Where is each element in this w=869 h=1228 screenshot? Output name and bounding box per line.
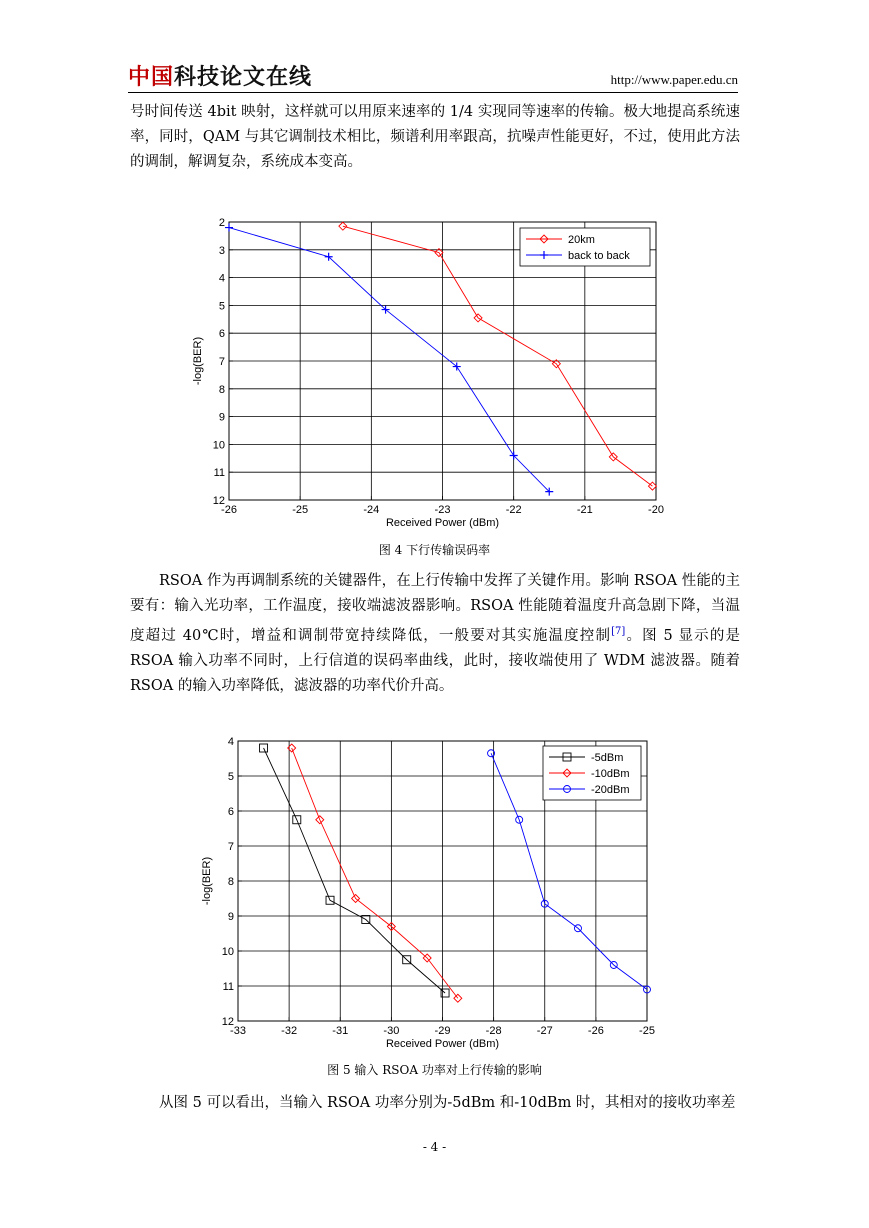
x-tick-label: -31 <box>332 1025 349 1037</box>
x-axis-label: Received Power (dBm) <box>385 517 500 529</box>
y-tick-label: 10 <box>212 439 225 452</box>
x-tick-label: -23 <box>434 504 451 516</box>
legend-label: back to back <box>568 250 630 262</box>
y-tick-label: 8 <box>218 383 225 396</box>
citation-7[interactable]: [7] <box>611 626 626 637</box>
y-tick-label: 7 <box>227 841 234 853</box>
x-tick-label: -21 <box>576 504 593 516</box>
x-tick-label: -24 <box>363 504 380 516</box>
x-tick-label: -29 <box>434 1025 451 1037</box>
y-tick-label: 11 <box>222 981 234 993</box>
y-tick-label: 5 <box>227 771 234 783</box>
x-tick-label: -26 <box>587 1025 604 1037</box>
figure-4-caption: 图 4 下行传输误码率 <box>378 543 491 557</box>
x-tick-label: -20 <box>648 504 664 516</box>
x-tick-label: -25 <box>639 1025 655 1037</box>
x-tick-label: -30 <box>383 1025 400 1037</box>
y-tick-label: 12 <box>212 495 225 507</box>
header-url[interactable]: http://www.paper.edu.cn <box>610 72 738 87</box>
legend-label: 20km <box>568 234 595 246</box>
logo-red-text: 中国 <box>128 65 175 90</box>
paragraph-2-text-a: RSOA 作为再调制系统的关键器件，在上行传输中发挥了关键作用。影响 RSOA 性能的主要有：输入光功率，工作温度，接收端滤波器影响。RSOA 性能随着温度升高急剧下降，当温度超过 40℃时，增益和调制带宽持续降低，一般要对其实施温度控制 <box>130 573 740 644</box>
x-tick-label: -28 <box>485 1025 502 1037</box>
legend-label: -20dBm <box>591 784 630 796</box>
y-tick-label: 4 <box>227 736 234 748</box>
x-tick-label: -27 <box>536 1025 553 1037</box>
legend-label: -10dBm <box>591 768 630 780</box>
paragraph-2-text-b: 。图 5 显示的是 RSOA 输入功率不同时，上行信道的误码率曲线，此时，接收端使用了 WDM 滤波器。随着 RSOA 的输入功率降低，滤波器的功率代价升高。 <box>130 627 740 694</box>
y-axis-label: -log(BER) <box>192 336 204 386</box>
x-tick-label: -33 <box>230 1025 246 1037</box>
paragraph-1: 号时间传送 4bit 映射，这样就可以用原来速率的 1/4 实现同等速率的传输。极大地提高系统速率，同时，QAM 与其它调制技术相比，频谱利用率跟高，抗噪声性能更好，不过，使用此方法的调制，解调复杂，系统成本变高。 <box>130 104 740 170</box>
y-tick-label: 11 <box>213 467 225 480</box>
y-tick-label: 5 <box>218 300 225 313</box>
x-tick-label: -25 <box>292 504 309 516</box>
y-tick-label: 6 <box>218 328 225 341</box>
y-tick-label: 9 <box>218 411 225 424</box>
y-tick-label: 6 <box>227 806 234 818</box>
y-axis-label: -log(BER) <box>201 856 213 906</box>
figure-5-caption: 图 5 输入 RSOA 功率对上行传输的影响 <box>327 1063 542 1077</box>
page-number: - 4 - <box>422 1140 447 1154</box>
y-tick-label: 3 <box>218 244 225 257</box>
x-tick-label: -22 <box>505 504 522 516</box>
paragraph-3: 从图 5 可以看出，当输入 RSOA 功率分别为-5dBm 和-10dBm 时，其相对的接收功率差 <box>159 1095 736 1111</box>
x-axis-label: Received Power (dBm) <box>385 1038 500 1050</box>
x-tick-label: -32 <box>281 1025 298 1037</box>
y-tick-label: 2 <box>218 217 225 229</box>
y-tick-label: 7 <box>218 356 225 368</box>
y-tick-label: 8 <box>227 876 234 888</box>
y-tick-label: 12 <box>221 1016 234 1028</box>
y-tick-label: 4 <box>218 272 225 285</box>
logo-rest-text: 科技论文在线 <box>174 65 313 90</box>
y-tick-label: 9 <box>227 911 234 923</box>
legend-label: -5dBm <box>591 752 624 764</box>
x-tick-label: -26 <box>221 504 237 516</box>
y-tick-label: 10 <box>221 946 234 958</box>
